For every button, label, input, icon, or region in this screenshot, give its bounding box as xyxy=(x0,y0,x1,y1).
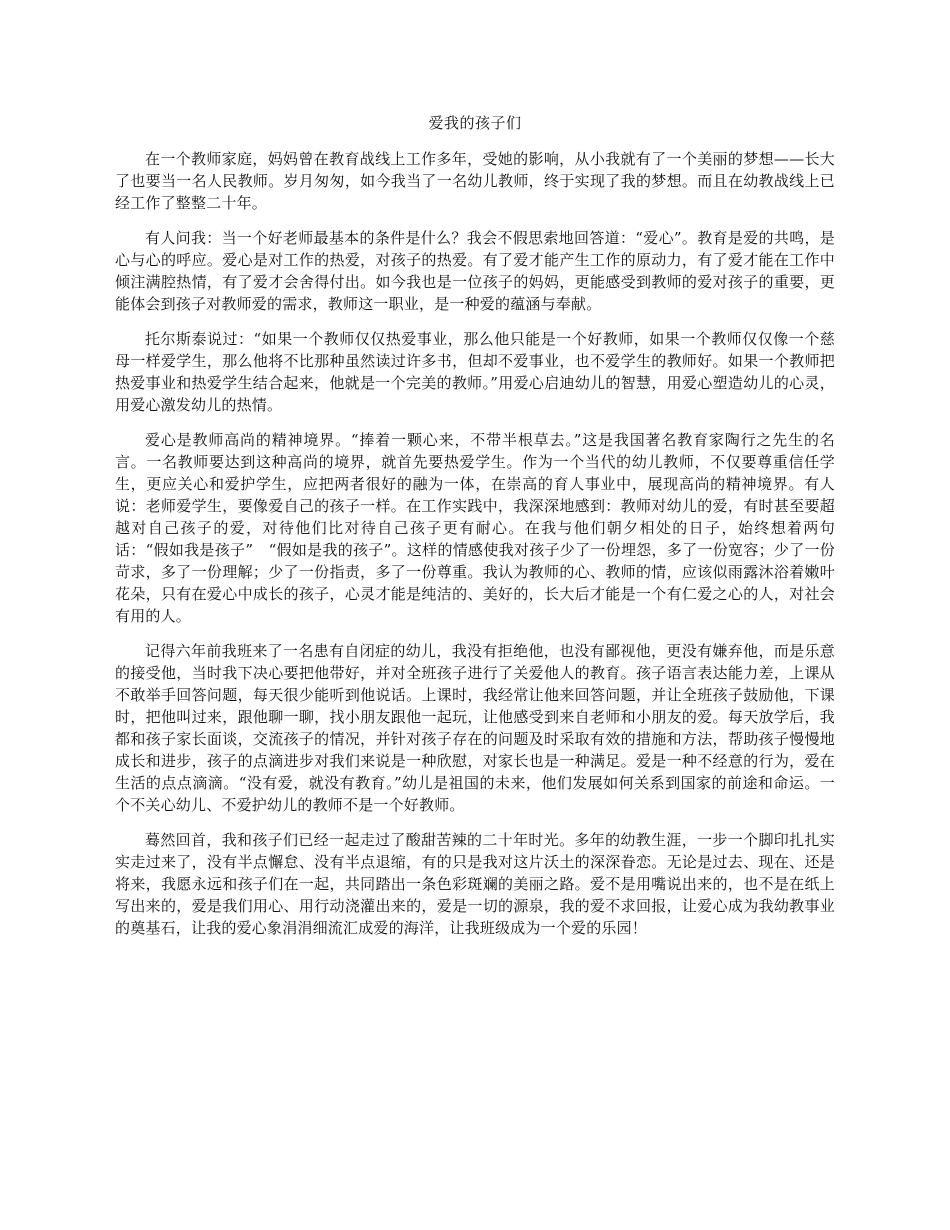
paragraph-5: 记得六年前我班来了一名患有自闭症的幼儿，我没有拒绝他，也没有鄙视他，更没有嫌弃他，而是乐意的接受他，当时我下决心要把他带好，并对全班孩子进行了关爱他人的教育。孩子语言表达能力差，上课从不敢举手回答问题，每天很少能听到他说话。上课时，我经常让他来回答问题，并让全班孩子鼓励他，下课时，把他叫过来，跟他聊一聊，找小朋友跟他一起玩，让他感受到来自老师和小朋友的爱。每天放学后，我都和孩子家长面谈，交流孩子的情况，并针对孩子存在的问题及时采取有效的措施和方法，帮助孩子慢慢地成长和进步，孩子的点滴进步对我们来说是一种欣慰，对家长也是一种满足。爱是一种不经意的行为，爱在生活的点点滴滴。“没有爱，就没有教育。”幼儿是祖国的未来，他们发展如何关系到国家的前途和命运。一个不关心幼儿、不爱护幼儿的教师不是一个好教师。 xyxy=(115,642,835,814)
paragraph-1: 在一个教师家庭，妈妈曾在教育战线上工作多年，受她的影响，从小我就有了一个美丽的梦想——长大了也要当一名人民教师。岁月匆匆，如今我当了一名幼儿教师，终于实现了我的梦想。而且在幼教战线上已经工作了整整二十年。 xyxy=(115,150,835,212)
paragraph-3: 托尔斯泰说过：“如果一个教师仅仅热爱事业，那么他只能是一个好教师，如果一个教师仅仅像一个慈母一样爱学生，那么他将不比那种虽然读过许多书，但却不爱事业，也不爱学生的教师好。如果一个教师把热爱事业和热爱学生结合起来，他就是一个完美的教师。”用爱心启迪幼儿的智慧，用爱心塑造幼儿的心灵，用爱心激发幼儿的热情。 xyxy=(115,330,835,414)
document-title: 爱我的孩子们 xyxy=(428,114,522,132)
document-page xyxy=(115,112,835,952)
paragraph-6: 蓦然回首，我和孩子们已经一起走过了酸甜苦辣的二十年时光。多年的幼教生涯，一步一个脚印扎扎实实走过来了，没有半点懈怠、没有半点退缩，有的只是我对这片沃土的深深眷恋。无论是过去、现在、还是将来，我愿永远和孩子们在一起，共同踏出一条色彩斑斓的美丽之路。爱不是用嘴说出来的，也不是在纸上写出来的，爱是我们用心、用行动浇灌出来的，爱是一切的源泉，我的爱不求回报，让爱心成为我幼教事业的奠基石，让我的爱心象涓涓细流汇成爱的海洋，让我班级成为一个爱的乐园！ xyxy=(115,831,835,937)
paragraph-4: 爱心是教师高尚的精神境界。“捧着一颗心来，不带半根草去。”这是我国著名教育家陶行之先生的名言。一名教师要达到这种高尚的境界，就首先要热爱学生。作为一个当代的幼儿教师，不仅要尊重信任学生，更应关心和爱护学生，应把两者很好的融为一体，在崇高的育人事业中，展现高尚的精神境界。有人说：老师爱学生，要像爱自己的孩子一样。在工作实践中，我深深地感到：教师对幼儿的爱，有时甚至要超越对自己孩子的爱，对待他们比对待自己孩子更有耐心。在我与他们朝夕相处的日子，始终想着两句话：“假如我是孩子” “假如是我的孩子”。这样的情感使我对孩子少了一份埋怨，多了一份宽容；少了一份苛求，多了一份理解；少了一份指责，多了一份尊重。我认为教师的心、教师的情，应该似雨露沐浴着嫩叶花朵，只有在爱心中成长的孩子，心灵才能是纯洁的、美好的，长大后才能是一个有仁爱之心的人，对社会有用的人。 xyxy=(115,431,835,625)
paragraph-2: 有人问我：当一个好老师最基本的条件是什么？我会不假思索地回答道：“爱心”。教育是爱的共鸣，是心与心的呼应。爱心是对工作的热爱，对孩子的热爱。有了爱才能产生工作的原动力，有了爱才能在工作中倾注满腔热情，有了爱才会舍得付出。如今我也是一位孩子的妈妈，更能感受到教师的爱对孩子的重要，更能体会到孩子对教师爱的需求，教师这一职业，是一种爱的蕴涵与奉献。 xyxy=(115,229,835,313)
